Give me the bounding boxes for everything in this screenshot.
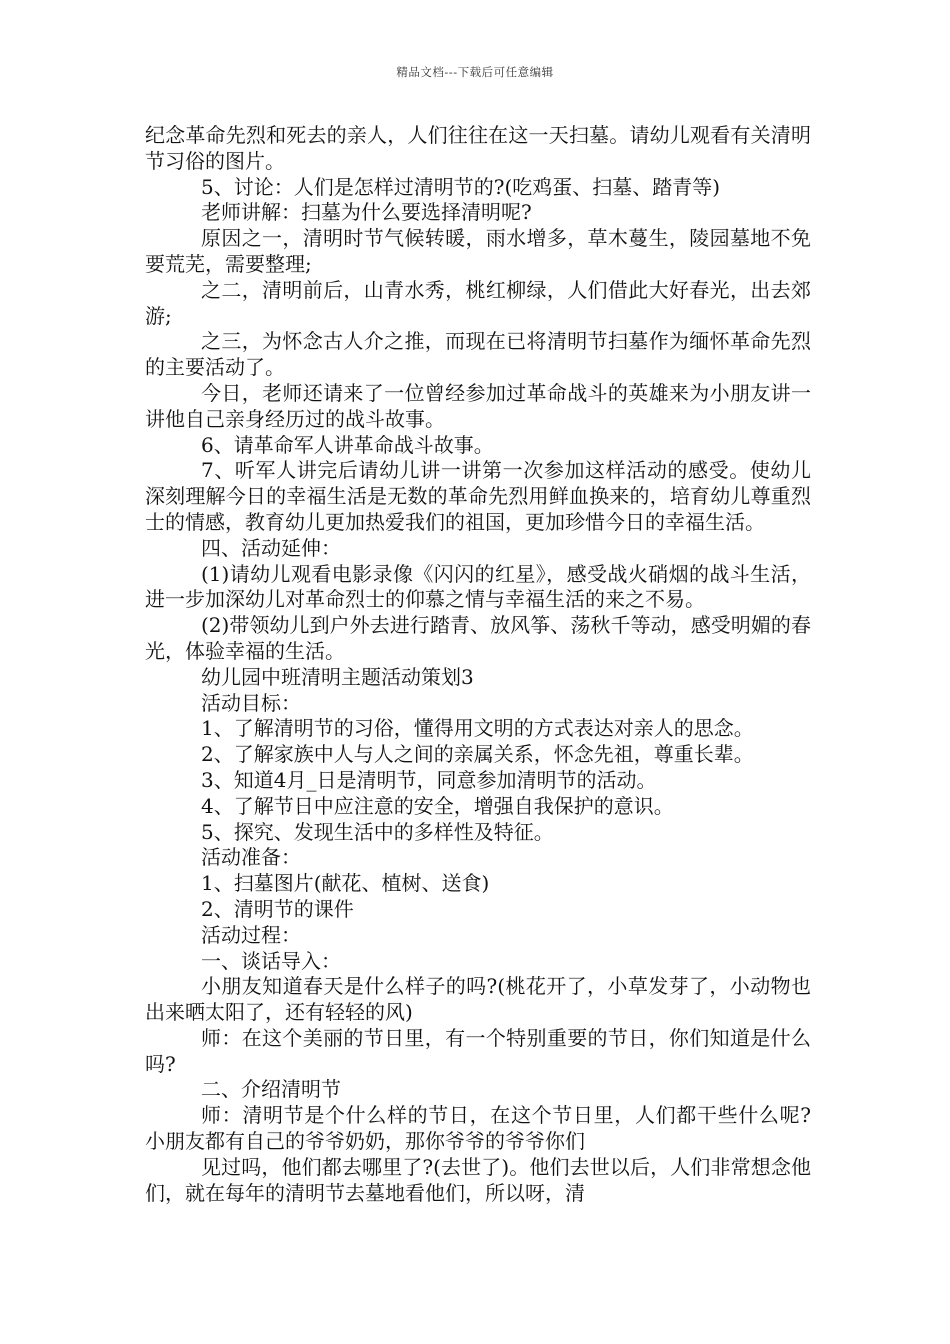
section-heading: 四、活动延伸：: [201, 535, 341, 560]
section-heading: 活动目标：: [201, 690, 301, 715]
paragraph: 纪念革命先烈和死去的亲人，人们往往在这一天扫墓。请幼儿观看有关清明节习俗的图片。: [145, 123, 811, 173]
paragraph: 之三，为怀念古人介之推，而现在已将清明节扫墓作为缅怀革命先烈的主要活动了。: [145, 329, 811, 380]
paragraph: 原因之一，清明时节气候转暖，雨水增多，草木蔓生，陵园墓地不免要荒芜，需要整理;: [145, 226, 811, 276]
paragraph: 之二，清明前后，山青水秀，桃红柳绿，人们借此大好春光，出去郊游;: [145, 277, 811, 328]
paragraph: (1)请幼儿观看电影录像《闪闪的红星》，感受战火硝烟的战斗生活，进一步加深幼儿对革命烈士的仰慕之情与幸福生活的来之不易。: [145, 561, 811, 612]
section-heading: 一、谈话导入：: [201, 948, 341, 973]
document-subtitle: 幼儿园中班清明主题活动策划3: [201, 664, 474, 689]
list-item: 4、了解节日中应注意的安全，增强自我保护的意识。: [201, 793, 674, 818]
paragraph: 今日，老师还请来了一位曾经参加过革命战斗的英雄来为小朋友讲一讲他自己亲身经历过的战斗故事。: [145, 380, 811, 431]
section-heading: 二、介绍清明节: [201, 1077, 341, 1102]
list-item: 2、清明节的课件: [201, 896, 354, 921]
paragraph: 5、讨论：人们是怎样过清明节的?(吃鸡蛋、扫墓、踏青等): [201, 174, 721, 199]
list-item: 5、探究、发现生活中的多样性及特征。: [201, 819, 554, 844]
list-item: 3、知道4月_日是清明节，同意参加清明节的活动。: [201, 767, 657, 792]
section-heading: 活动准备：: [201, 845, 301, 870]
paragraph: 见过吗，他们都去哪里了?(去世了)。他们去世以后，人们非常想念他们，就在每年的清明节去墓地看他们，所以呀，清: [145, 1154, 811, 1205]
page-header: 精品文档---下载后可任意编辑: [396, 65, 554, 79]
paragraph: (2)带领幼儿到户外去进行踏青、放风筝、荡秋千等动，感受明媚的春光，体验幸福的生活。: [145, 613, 811, 663]
section-heading: 活动过程：: [201, 922, 301, 947]
paragraph: 师：在这个美丽的节日里，有一个特别重要的节日，你们知道是什么吗?: [145, 1025, 811, 1076]
paragraph: 老师讲解：扫墓为什么要选择清明呢?: [201, 200, 532, 225]
list-item: 1、扫墓图片(献花、植树、送食): [201, 871, 490, 896]
document-body: [145, 123, 811, 1206]
list-item: 1、了解清明节的习俗，懂得用文明的方式表达对亲人的思念。: [201, 716, 754, 741]
paragraph: 6、请革命军人讲革命战斗故事。: [201, 432, 494, 457]
list-item: 2、了解家族中人与人之间的亲属关系，怀念先祖，尊重长辈。: [201, 742, 754, 767]
paragraph: 师：清明节是个什么样的节日，在这个节日里，人们都干些什么呢?小朋友都有自己的爷爷奶奶，那你爷爷的爷爷你们: [145, 1103, 811, 1154]
paragraph: 7、听军人讲完后请幼儿讲一讲第一次参加这样活动的感受。使幼儿深刻理解今日的幸福生活是无数的革命先烈用鲜血换来的，培育幼儿尊重烈士的情感，教育幼儿更加热爱我们的祖国，更加珍惜今日的幸福生活。: [145, 458, 811, 534]
paragraph: 小朋友知道春天是什么样子的吗?(桃花开了，小草发芽了，小动物也出来晒太阳了，还有轻轻的风): [145, 974, 811, 1025]
